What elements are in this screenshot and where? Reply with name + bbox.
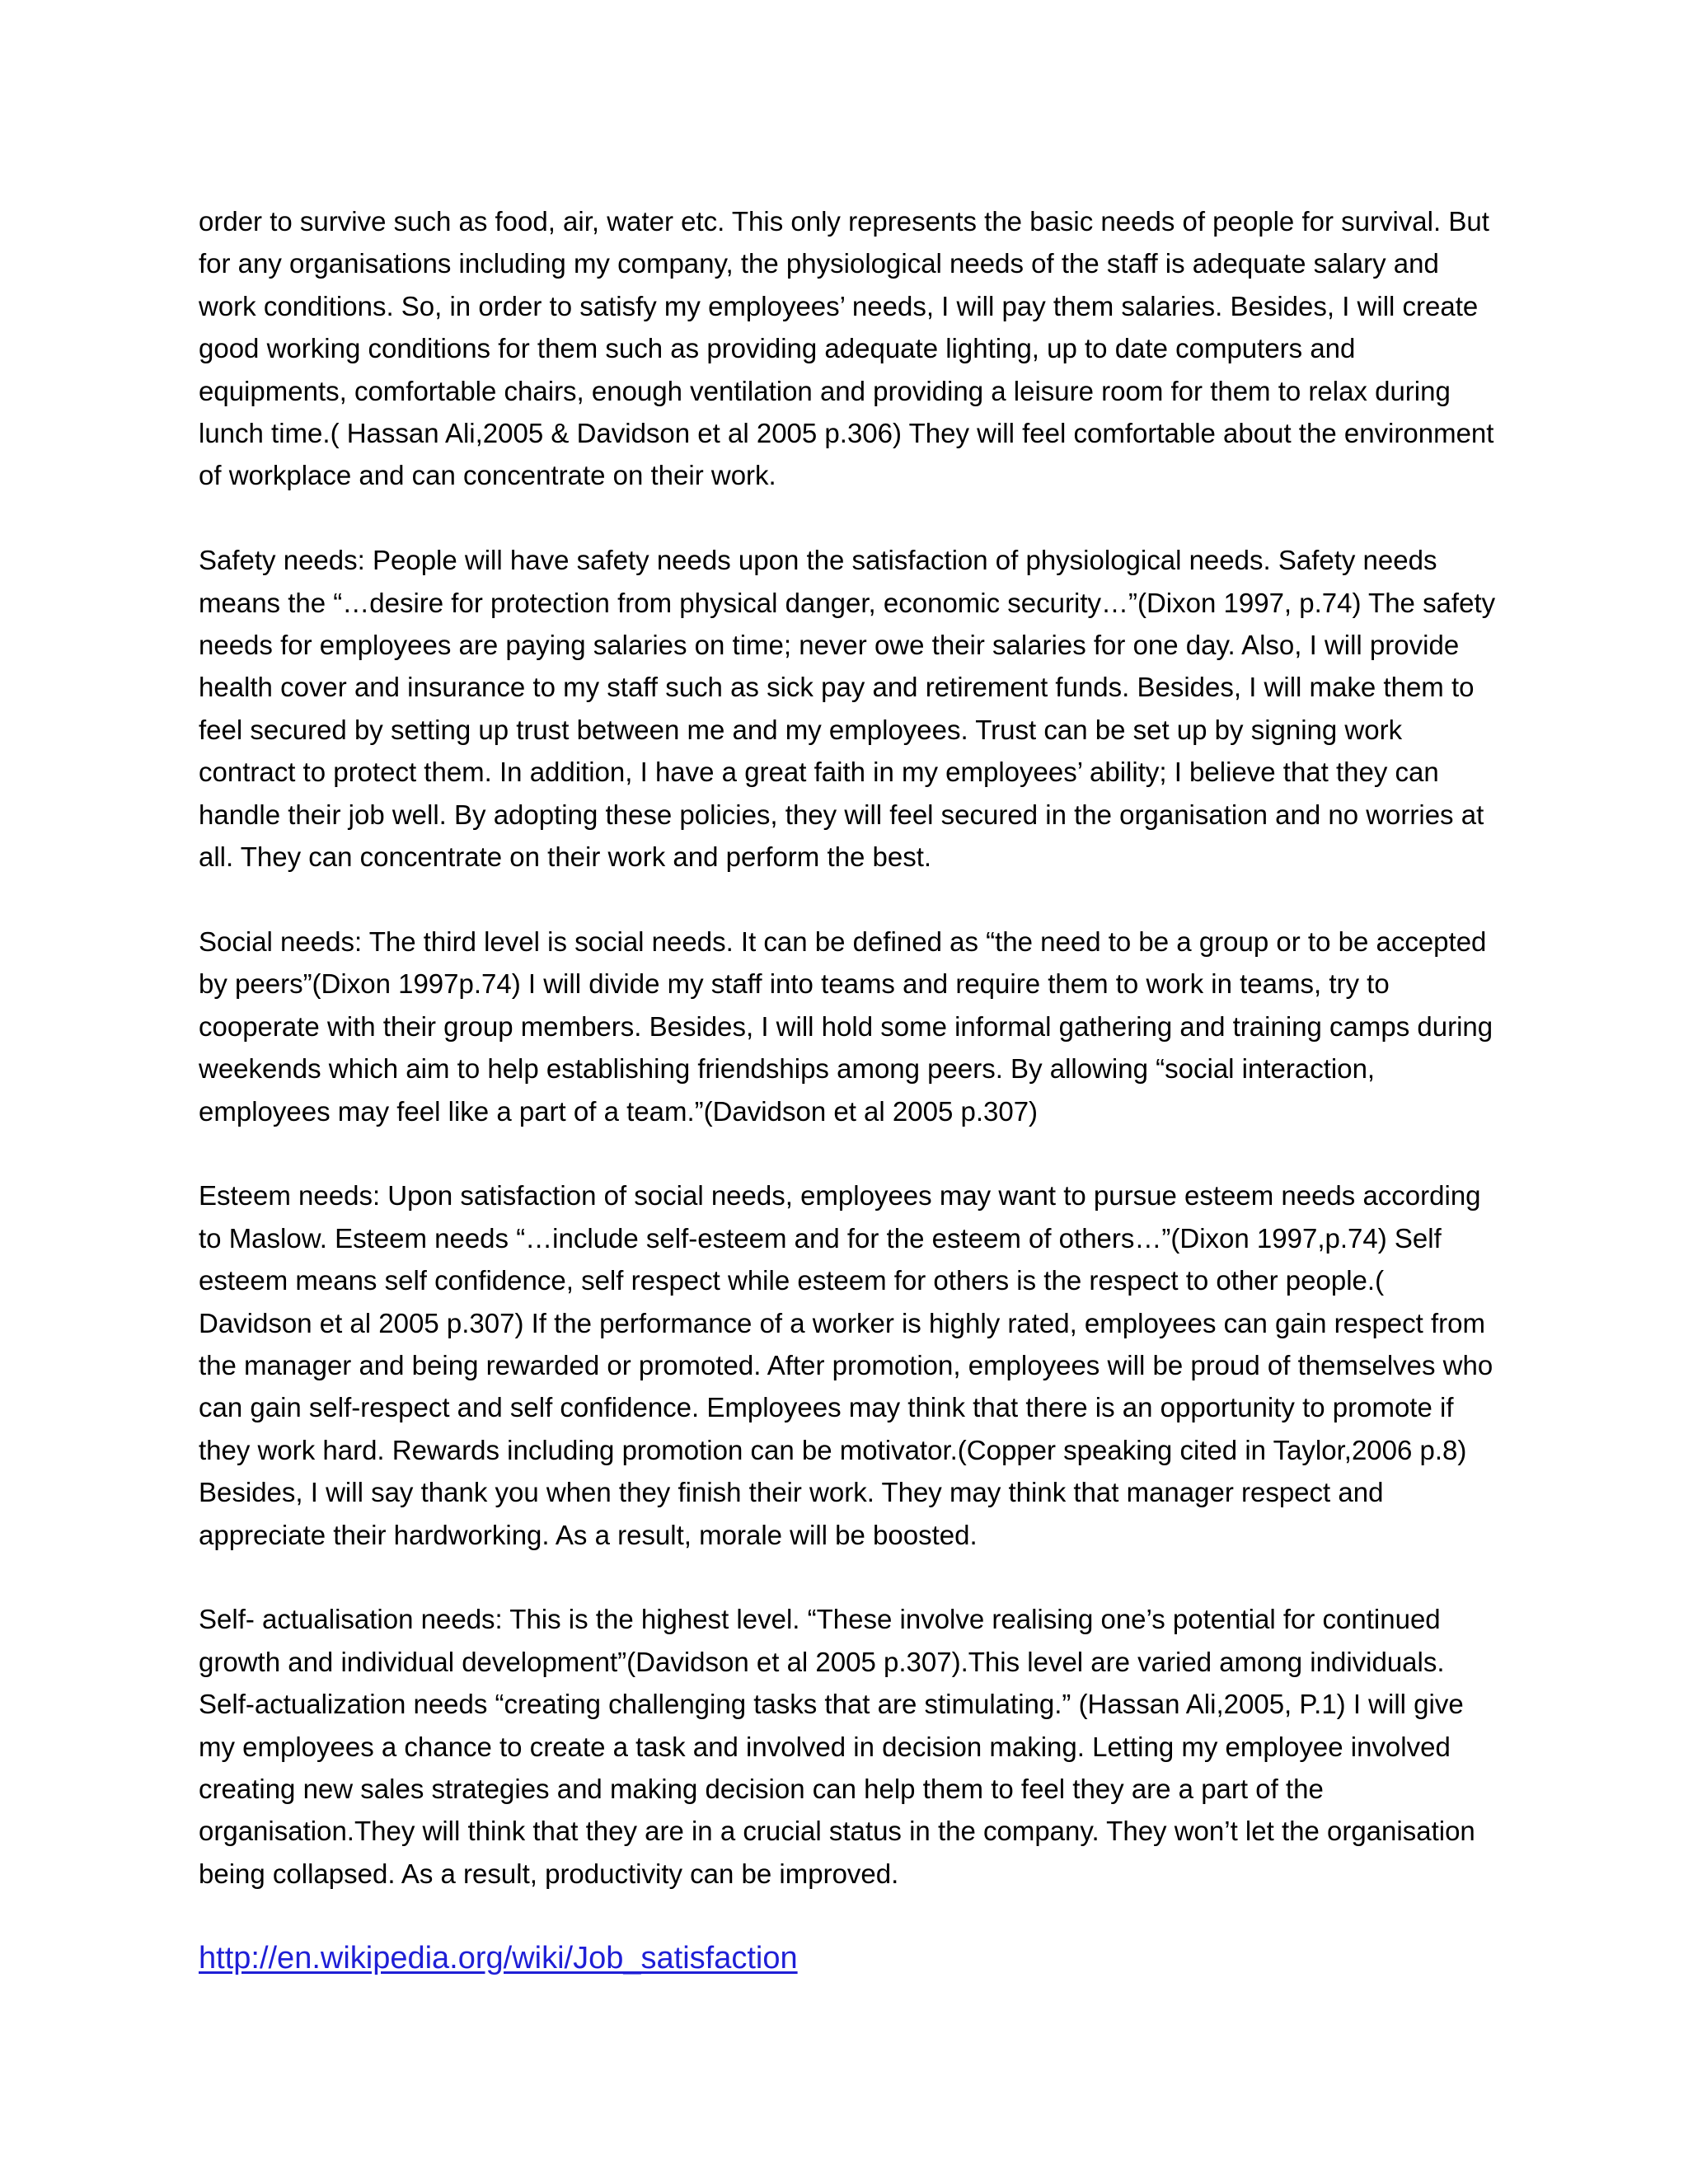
paragraph-safety-needs: Safety needs: People will have safety needs upon the satisfaction of physiological needs. Safety needs means the “…desire for protection from physical danger, economic security…”(Dixon 1997, p.74) The safety needs for employees are paying salaries on time; never owe their salaries for one day. Also, I will provide health cover and insurance to my staff such as sick pay and retirement funds. Besides, I will make them to feel secured by setting up trust between me and my employees. Trust can be set up by signing work contract to protect them. In addition, I have a great faith in my employees’ ability; I believe that they can handle their job well. By adopting these policies, they will feel secured in the organisation and no worries at all. They can concentrate on their work and perform the best. — [199, 545, 1496, 873]
reference-link[interactable]: http://en.wikipedia.org/wiki/Job_satisfaction — [199, 1940, 798, 1975]
paragraph-social-needs: Social needs: The third level is social needs. It can be defined as “the need to be a group or to be accepted by peers”(Dixon 1997p.74) I will divide my staff into teams and require them to work in teams, try to cooperate with their group members. Besides, I will hold some informal gathering and training camps during weekends which aim to help establishing friendships among peers. By allowing “social interaction, employees may feel like a part of a team.”(Davidson et al 2005 p.307) — [199, 926, 1493, 1127]
paragraph-physiological-needs: order to survive such as food, air, water etc. This only represents the basic needs of people for survival. But for any organisations including my company, the physiological needs of the staff is adequate salary and work conditions. So, in order to satisfy my employees’ needs, I will pay them salaries. Besides, I will create good working conditions for them such as providing adequate lighting, up to date computers and equipments, comfortable chairs, enough ventilation and providing a leisure room for them to relax during lunch time.( Hassan Ali,2005 & Davidson et al 2005 p.306) They will feel comfortable about the environment of workplace and can concentrate on their work. — [199, 206, 1494, 491]
paragraph-esteem-needs: Esteem needs: Upon satisfaction of social needs, employees may want to pursue esteem needs according to Maslow. Esteem needs “…include self-esteem and for the esteem of others…”(Dixon 1997,p.74) Self esteem means self confidence, self respect while esteem for others is the respect to other people.( Davidson et al 2005 p.307) If the performance of a worker is highly rated, employees can gain respect from the manager and being rewarded or promoted. After promotion, employees will be proud of themselves who can gain self-respect and self confidence. Employees may think that there is an opportunity to promote if they work hard. Rewards including promotion can be motivator.(Copper speaking cited in Taylor,2006 p.8) Besides, I will say thank you when they finish their work. They may think that manager respect and appreciate their hardworking. As a result, morale will be boosted. — [199, 1180, 1493, 1550]
paragraph-self-actualisation-needs: Self- actualisation needs: This is the highest level. “These involve realising one’s potential for continued growth and individual development”(Davidson et al 2005 p.307).This level are varied among individuals. Self-actualization needs “creating challenging tasks that are stimulating.” (Hassan Ali,2005, P.1) I will give my employees a chance to create a task and involved in decision making. Letting my employee involved creating new sales strategies and making decision can help them to feel they are a part of the organisation.They will think that they are in a crucial status in the company. They won’t let the organisation being collapsed. As a result, productivity can be improved. — [199, 1604, 1475, 1889]
document-body — [199, 200, 1501, 1981]
